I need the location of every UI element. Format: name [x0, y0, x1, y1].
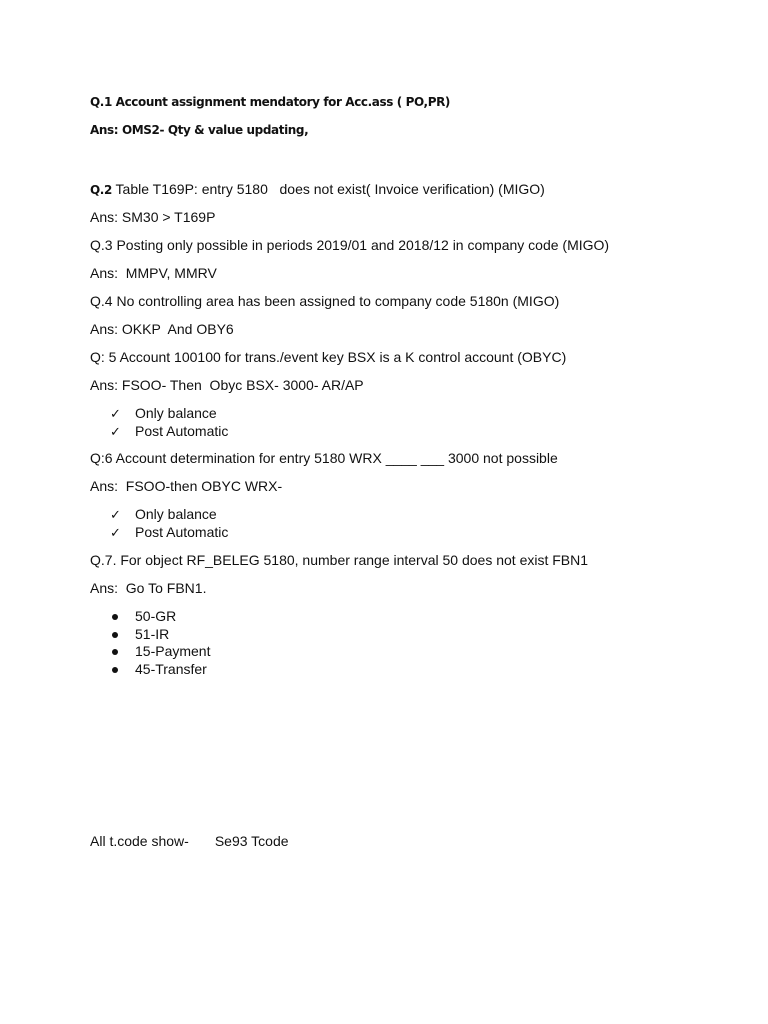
question-2-label: Q.2 [90, 183, 112, 197]
list-item-label: 15-Payment [135, 643, 211, 659]
list-item [110, 661, 210, 679]
list-item [110, 643, 210, 661]
question-5: Q: 5 Account 100100 for trans./event key BSX is a K control account (OBYC) [90, 349, 567, 365]
list-item-label: 51-IR [135, 625, 170, 642]
check-item [110, 405, 228, 423]
check-list-5 [110, 405, 228, 440]
check-icon: ✓ [110, 524, 121, 540]
check-icon: ✓ [110, 423, 121, 439]
question-1: Q.1 Account assignment mendatory for Acc.ass ( PO,PR) [90, 95, 451, 109]
check-item-label: Post Automatic [135, 523, 229, 540]
check-item [110, 524, 228, 542]
answer-7: Ans: Go To FBN1. [90, 580, 207, 596]
answer-6: Ans: FSOO-then OBYC WRX- [90, 478, 283, 494]
check-item-label: Only balance [135, 506, 217, 522]
bullet-icon [112, 649, 118, 655]
question-2-text: Table T169P: entry 5180 does not exist( Invoice verification) (MIGO) [111, 181, 545, 197]
bullet-icon [112, 667, 118, 673]
footer-value: Se93 Tcode [214, 833, 289, 849]
check-item-label: Only balance [135, 405, 217, 421]
answer-1: Ans: OMS2- Qty & value updating, [90, 123, 309, 137]
check-icon: ✓ [110, 406, 121, 421]
question-2 [90, 180, 545, 199]
question-3: Q.3 Posting only possible in periods 2019/01 and 2018/12 in company code (MIGO) [90, 237, 610, 253]
answer-2: Ans: SM30 > T169P [90, 209, 216, 225]
answer-3: Ans: MMPV, MMRV [90, 265, 217, 281]
check-list-6 [110, 506, 228, 541]
answer-5: Ans: FSOO- Then Obyc BSX- 3000- AR/AP [90, 377, 364, 393]
question-6: Q:6 Account determination for entry 5180 WRX ____ ___ 3000 not possible [90, 450, 558, 466]
bullet-icon [112, 632, 118, 638]
answer-4: Ans: OKKP And OBY6 [90, 321, 234, 337]
check-item [110, 506, 228, 524]
check-item [110, 423, 228, 441]
question-7: Q.7. For object RF_BELEG 5180, number range interval 50 does not exist FBN1 [90, 552, 589, 568]
bullet-list-7 [110, 608, 210, 678]
list-item [110, 626, 210, 644]
check-icon: ✓ [110, 507, 121, 522]
footer-label: All t.code show- [90, 833, 189, 849]
bullet-icon [112, 614, 118, 620]
list-item [110, 608, 210, 626]
list-item-label: 45-Transfer [135, 660, 207, 677]
check-item-label: Post Automatic [135, 422, 229, 439]
question-4: Q.4 No controlling area has been assigned to company code 5180n (MIGO) [90, 293, 560, 309]
footer-note [90, 832, 289, 850]
list-item-label: 50-GR [135, 608, 177, 624]
